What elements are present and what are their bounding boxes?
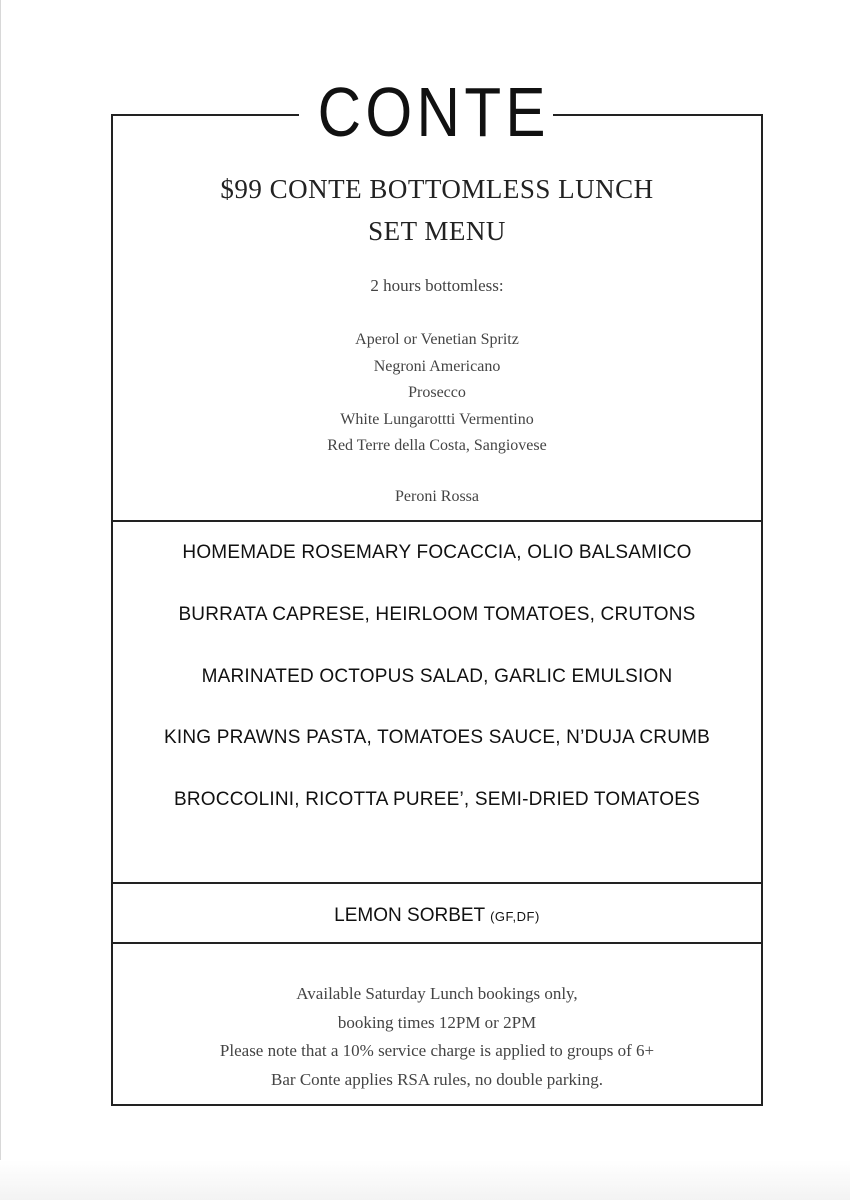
- menu-frame: [111, 114, 763, 1106]
- drink-item: White Lungarottti Vermentino: [340, 410, 534, 428]
- dessert-dietary: (GF,DF): [490, 909, 540, 924]
- dessert-name: LEMON SORBET: [334, 905, 485, 926]
- dish-item: KING PRAWNS PASTA, TOMATOES SAUCE, N’DUJA CRUMB: [163, 727, 711, 748]
- page-edge: [0, 0, 1, 1200]
- menu-title-line2: SET MENU: [368, 216, 506, 246]
- beer-item: Peroni Rossa: [395, 488, 479, 505]
- section-divider: [113, 882, 761, 884]
- page-bottom-shade: [0, 1160, 850, 1200]
- dessert-item: [113, 905, 761, 927]
- dish-item: BURRATA CAPRESE, HEIRLOOM TOMATOES, CRUTONS: [178, 604, 696, 625]
- drinks-list: [113, 327, 761, 460]
- menu-title-line1: $99 CONTE BOTTOMLESS LUNCH: [220, 174, 654, 204]
- section-divider: [113, 520, 761, 522]
- brand-logo: CONTE: [317, 73, 550, 151]
- footer-line: Bar Conte applies RSA rules, no double parking.: [271, 1069, 603, 1089]
- drink-item: Prosecco: [408, 384, 466, 401]
- footer-line: booking times 12PM or 2PM: [337, 1012, 537, 1032]
- dish-item: MARINATED OCTOPUS SALAD, GARLIC EMULSION: [201, 666, 673, 687]
- footer-notes: [113, 980, 761, 1094]
- bottomless-note: 2 hours bottomless:: [370, 276, 504, 295]
- dish-item: HOMEMADE ROSEMARY FOCACCIA, OLIO BALSAMICO: [182, 542, 692, 563]
- drink-item: Negroni Americano: [373, 357, 501, 375]
- drink-item: Red Terre della Costa, Sangiovese: [327, 437, 547, 454]
- footer-line: Please note that a 10% service charge is applied to groups of 6+: [219, 1041, 655, 1060]
- drink-item: Aperol or Venetian Spritz: [355, 331, 519, 348]
- section-divider: [113, 942, 761, 944]
- dish-item: BROCCOLINI, RICOTTA PUREE’, SEMI-DRIED TOMATOES: [174, 789, 700, 810]
- footer-line: Available Saturday Lunch bookings only,: [296, 984, 578, 1003]
